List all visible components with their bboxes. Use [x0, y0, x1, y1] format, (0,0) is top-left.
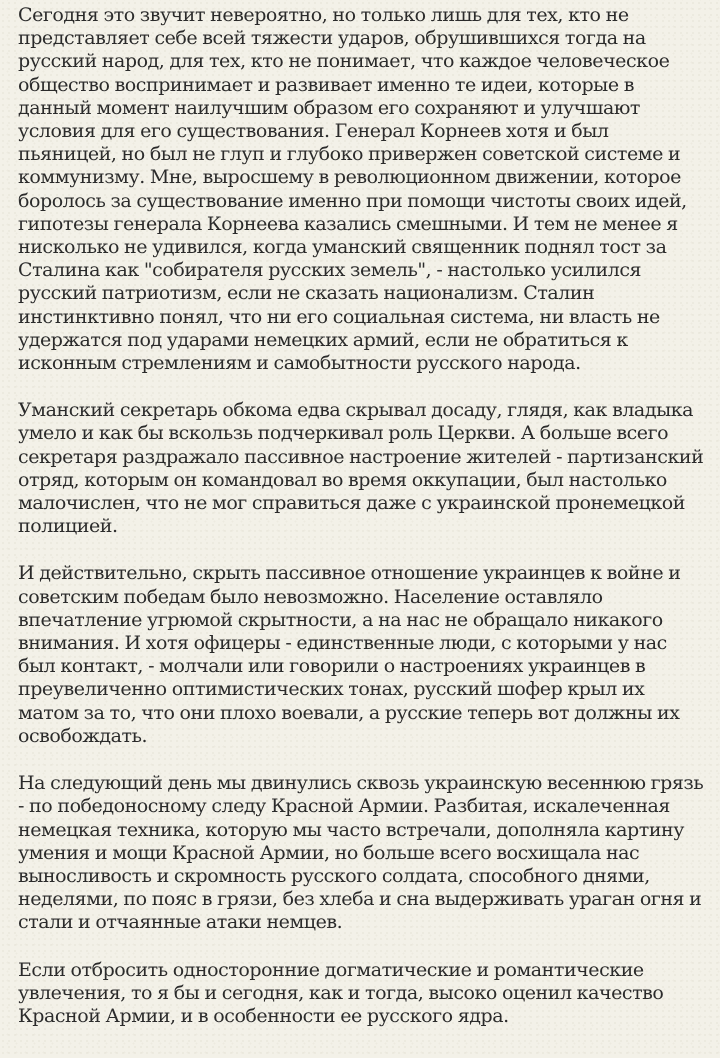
- paragraph-2: Уманский секретарь обкома едва скрывал досаду, глядя, как владыка умело и как бы вскользь подчеркивал роль Церкви. А больше всего секретаря раздражало пассивное настроение жителей - партизанский отряд, которым он командовал во время оккупации, был настолько малочислен, что не мог справиться даже с украинской пронемецкой полицией.: [18, 399, 704, 538]
- paragraph-3: И действительно, скрыть пассивное отношение украинцев к войне и советским победам было невозможно. Население оставляло впечатление угрюмой скрытности, а на нас не обращало никакого внимания. И хотя офицеры - единственные люди, с которыми у нас был контакт, - молчали или говорили о настроениях украинцев в преувеличенно оптимистических тонах, русский шофер крыл их матом за то, что они плохо воевали, а русские теперь вот должны их освобождать.: [18, 562, 681, 747]
- paragraph-1: Сегодня это звучит невероятно, но только лишь для тех, кто не представляет себе всей тяжести ударов, обрушившихся тогда на русский народ, для тех, кто не понимает, что каждое человеческое общество воспринимает и развивает именно те идеи, которые в данный момент наилучшим образом его сохраняют и улучшают условия для его существования. Генерал Корнеев хотя и был пьяницей, но был не глуп и глубоко привержен советской системе и коммунизму. Мне, выросшему в революционном движении, которое боролось за существование именно при помощи чистоты своих идей, гипотезы генерала Корнеева казались смешными. И тем не менее я нисколько не удивился, когда уманский священник поднял тост за Сталина как "собирателя русских земель", - настолько усилился русский патриотизм, если не сказать национализм. Сталин инстинктивно понял, что ни его социальная система, ни власть не удержатся под ударами немецких армий, если не обратиться к исконным стремлениям и самобытности русского народа.: [18, 4, 687, 375]
- paragraph-5: Если отбросить односторонние догматические и романтические увлечения, то я бы и сегодня, как и тогда, высоко оценил качество Красной Армии, и в особенности ее русского ядра.: [18, 958, 664, 1027]
- paragraph-4: На следующий день мы двинулись сквозь украинскую весеннюю грязь - по победоносному следу Красной Армии. Разбитая, искалеченная немецкая техника, которую мы часто встречали, дополняла картину умения и мощи Красной Армии, но больше всего восхищала нас выносливость и скромность русского солдата, способного днями, неделями, по пояс в грязи, без хлеба и сна выдерживать ураган огня и стали и отчаянные атаки немцев.: [18, 772, 704, 934]
